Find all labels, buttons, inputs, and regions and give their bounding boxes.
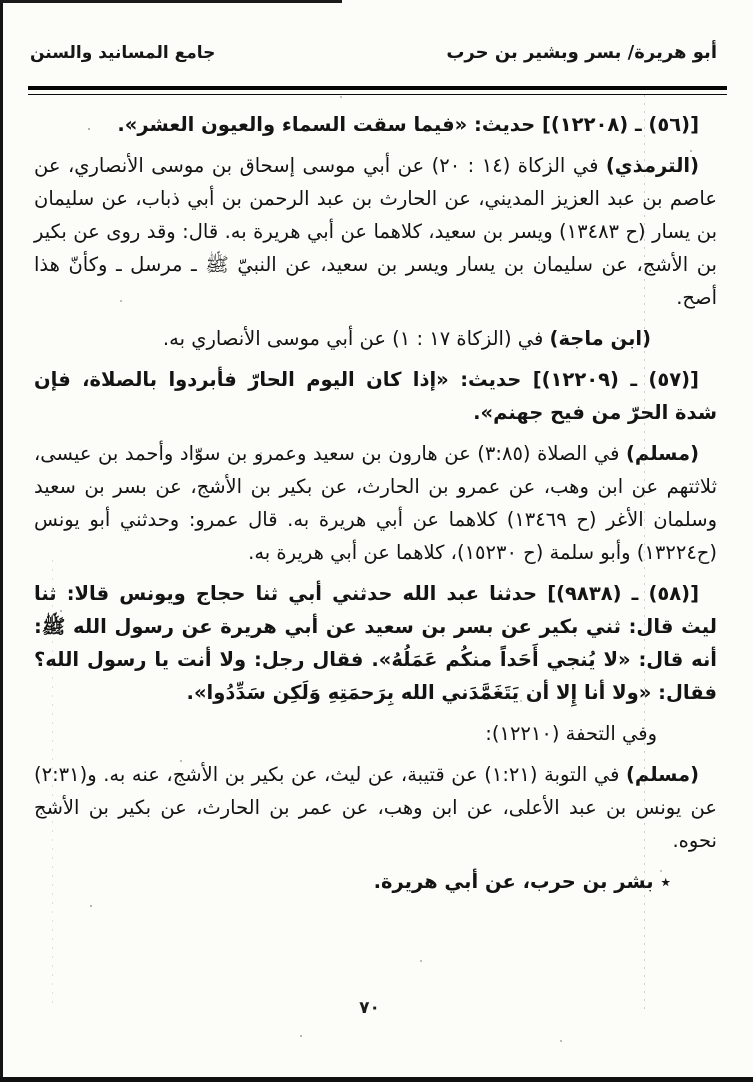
next-narrator-heading: [34, 865, 717, 898]
source-muslim: (مسلم): [626, 442, 699, 465]
next-narrator-text: بشر بن حرب، عن أبي هريرة.: [373, 870, 654, 893]
entry-56-matn: «فيما سقت السماء والعيون العشر».: [117, 113, 468, 136]
entry-57-matn: «إذا كان اليوم الحارّ فأبردوا بالصلاة، فإن شدة الحرّ من فيح جهنم».: [34, 368, 717, 424]
page-header: [30, 42, 717, 63]
scan-artifact-left-edge: [0, 0, 3, 1082]
takhrij-57-muslim: [34, 437, 717, 569]
star-bullet-icon: ٭: [660, 870, 671, 893]
entry-57-number: [(٥٧) ـ (١٢٢٠٩)]: [532, 368, 699, 391]
source-muslim-2: (مسلم): [626, 763, 699, 786]
page-number: ٧٠: [359, 998, 380, 1018]
scan-artifact-fold-line: [644, 95, 645, 1010]
scan-artifact-fold-line-2: [52, 560, 53, 1010]
hadith-entry-56: [34, 108, 717, 141]
scan-artifact-top-edge: [0, 0, 342, 3]
takhrij-57-muslim-text: في الصلاة (٣:٨٥) عن هارون بن سعيد وعمرو بن سوّاد وأحمد بن عيسى، ثلاثتهم عن ابن وهب، عن عمرو بن الحارث، عن بكير بن الأشج، عن بسر بن سعيد وسلمان الأغر (ح ١٣٤٦٩) كلاهما عن أبي هريرة به. قال عمرو: وحدثني أبو يونس (ح١٣٢٢٤) وأبو سلمة (ح ١٥٢٣٠)، كلاهما عن أبي هريرة به.: [34, 442, 717, 564]
chapter-title: أبو هريرة/ بسر وبشير بن حرب: [446, 42, 717, 63]
entry-56-number: [(٥٦) ـ (١٢٢٠٨)]: [541, 113, 699, 136]
header-double-rule: [28, 86, 727, 95]
takhrij-56-ibn-majah-text: في (الزكاة ١٧ : ١) عن أبي موسى الأنصاري به.: [162, 327, 544, 350]
entry-57-hadith-label: حديث:: [460, 368, 522, 391]
takhrij-56-tirmidhi: [34, 149, 717, 314]
scan-artifact-dust-specks: [0, 0, 2, 2]
takhrij-56-ibn-majah: [34, 322, 717, 355]
book-title: جامع المسانيد والسنن: [30, 43, 216, 63]
entry-58-number: [(٥٨) ـ (٩٨٣٨)]: [547, 582, 699, 605]
tuhfa-reference-text: وفي التحفة (١٢٢١٠):: [485, 722, 657, 745]
hadith-entry-58: [34, 577, 717, 709]
page-body: [34, 100, 717, 898]
takhrij-56-tirmidhi-text: في الزكاة (١٤ : ٢٠) عن أبي موسى إسحاق بن موسى الأنصاري، عن عاصم بن عبد العزيز المديني، عن الحارث بن عبد الرحمن بن أبي ذباب، عن سليمان بن يسار (ح ١٣٤٨٣) ويسر بن سعيد، كلاهما عن أبي هريرة به. قال: وقد روى عن بكير بن الأشج، عن سليمان بن يسار ويسر بن سعيد، عن النبيّ ﷺ ـ مرسل ـ وكأنّ هذا أصح.: [34, 154, 717, 309]
takhrij-58-muslim-text: في التوبة (١:٢١) عن قتيبة، عن ليث، عن بكير بن الأشج، عنه به. و(٢:٣١) عن يونس بن عبد الأعلى، عن ابن وهب، عن عمر بن الحارث، عن بكير بن الأشج نحوه.: [34, 763, 717, 852]
tuhfa-reference: [34, 717, 717, 750]
source-ibn-majah: (ابن ماجة): [549, 327, 651, 350]
scan-artifact-bottom-edge: [0, 1077, 753, 1082]
entry-58-text: حدثنا عبد الله حدثني أبي ثنا حجاج ويونس قالا: ثنا ليث قال: ثني بكير عن بسر بن سعيد عن أبي هريرة عن رسول الله ﷺ: أنه قال: «لا يُنجي أَحَداً منكُم عَمَلُهُ». فقال رجل: ولا أنت يا رسول الله؟ فقال: «ولا أنا إِلا أن يَتَغَمَّدَني الله بِرَحمَتِهِ وَلَكِن سَدِّدُوا».: [34, 582, 717, 704]
source-tirmidhi: (الترمذي): [605, 154, 700, 177]
hadith-entry-57: [34, 363, 717, 429]
entry-56-hadith-label: حديث:: [474, 113, 536, 136]
takhrij-58-muslim: [34, 758, 717, 857]
